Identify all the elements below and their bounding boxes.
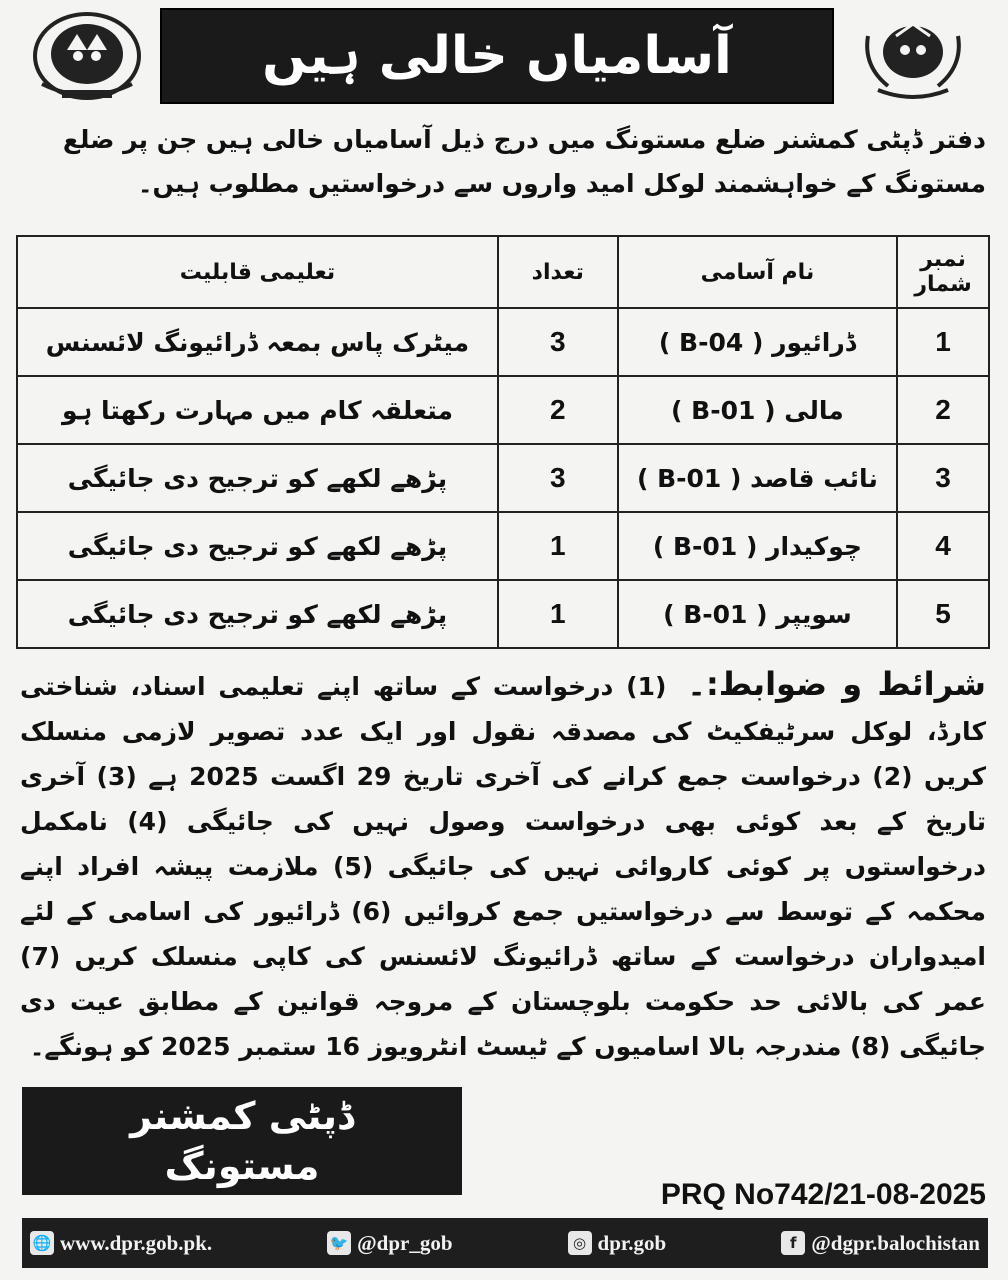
cell-serial: 4 bbox=[897, 512, 989, 580]
footer-instagram[interactable] bbox=[568, 1231, 667, 1256]
twitter-icon: 🐦 bbox=[327, 1231, 351, 1255]
column-header-post: نام آسامی bbox=[618, 236, 897, 308]
terms-text: (1) درخواست کے ساتھ اپنے تعلیمی اسناد، شناختی کارڈ، لوکل سرٹیفکیٹ کی مصدقہ نقول اور ایک عدد تصویر لازمی منسلک کریں (2) درخواست جمع کرانے کی آخری تاریخ 29 اگست 2025 ہے (3) آخری تاریخ کے بعد کوئی بھی درخواست وصول نہیں کی جائیگی (4) نامکمل درخواستوں پر کوئی کاروائی نہیں کی جائیگی (5) ملازمت پیشہ افراد اپنے محکمہ کے توسط سے درخواستیں جمع کروائیں (6) ڈرائیور کی اسامی کے لئے امیدواران درخواست کے ساتھ ڈرائیونگ لائسنس کی کاپی منسلک کریں (7) عمر کی بالائی حد حکومت بلوچستان کے مروجہ قوانین کے مطابق عیت دی جائیگی (8) مندرجہ بالا اسامیوں کے ٹیسٹ انٹرویوز 16 ستمبر 2025 کو ہونگے۔ bbox=[20, 672, 987, 1061]
cell-qualification: میٹرک پاس بمعہ ڈرائیونگ لائسنس bbox=[17, 308, 498, 376]
cell-post: سویپر ( B-01 ) bbox=[618, 580, 897, 648]
cell-post: نائب قاصد ( B-01 ) bbox=[618, 444, 897, 512]
signature-block bbox=[22, 1087, 462, 1195]
cell-quantity: 1 bbox=[498, 512, 618, 580]
government-emblem-icon bbox=[22, 6, 152, 106]
facebook-handle[interactable]: @dgpr.balochistan bbox=[811, 1230, 980, 1255]
cell-quantity: 2 bbox=[498, 376, 618, 444]
column-header-qualification: تعلیمی قابلیت bbox=[17, 236, 498, 308]
table-header-row bbox=[17, 236, 989, 308]
facebook-icon: f bbox=[781, 1231, 805, 1255]
terms-label: شرائط و ضوابط:۔ bbox=[687, 665, 986, 703]
table-row bbox=[17, 376, 989, 444]
column-header-quantity: تعداد bbox=[498, 236, 618, 308]
page-title: آسامیاں خالی ہیں bbox=[160, 8, 834, 104]
instagram-icon: ◎ bbox=[568, 1231, 592, 1255]
footer-website[interactable] bbox=[30, 1231, 212, 1256]
table-row bbox=[17, 444, 989, 512]
vacancy-table bbox=[16, 235, 990, 649]
instagram-handle[interactable]: dpr.gob bbox=[597, 1230, 667, 1255]
cell-post: مالی ( B-01 ) bbox=[618, 376, 897, 444]
signature-title: ڈپٹی کمشنر bbox=[130, 1094, 354, 1138]
terms-and-conditions bbox=[20, 662, 986, 1069]
cell-qualification: پڑھے لکھے کو ترجیح دی جائیگی bbox=[17, 580, 498, 648]
footer-bar bbox=[22, 1218, 988, 1268]
table-row bbox=[17, 512, 989, 580]
cell-serial: 1 bbox=[897, 308, 989, 376]
table-row bbox=[17, 580, 989, 648]
footer-facebook[interactable] bbox=[781, 1231, 980, 1256]
website-link[interactable]: www.dpr.gob.pk. bbox=[60, 1230, 213, 1255]
signature-district: مستونگ bbox=[164, 1144, 320, 1188]
cell-serial: 2 bbox=[897, 376, 989, 444]
government-emblem-icon bbox=[848, 6, 978, 106]
intro-paragraph: دفتر ڈپٹی کمشنر ضلع مستونگ میں درج ذیل آسامیاں خالی ہیں جن پر ضلع مستونگ کے خواہشمند لوکل امید واروں سے درخواستیں مطلوب ہیں۔ bbox=[62, 125, 986, 198]
cell-serial: 5 bbox=[897, 580, 989, 648]
cell-qualification: پڑھے لکھے کو ترجیح دی جائیگی bbox=[17, 512, 498, 580]
cell-post: ڈرائیور ( B-04 ) bbox=[618, 308, 897, 376]
cell-quantity: 3 bbox=[498, 308, 618, 376]
cell-qualification: پڑھے لکھے کو ترجیح دی جائیگی bbox=[17, 444, 498, 512]
cell-serial: 3 bbox=[897, 444, 989, 512]
cell-quantity: 3 bbox=[498, 444, 618, 512]
prq-number: PRQ No742/21-08-2025 bbox=[660, 1178, 986, 1211]
cell-qualification: متعلقہ کام میں مہارت رکھتا ہو bbox=[17, 376, 498, 444]
footer-twitter[interactable] bbox=[327, 1231, 452, 1256]
table-row bbox=[17, 308, 989, 376]
twitter-handle[interactable]: @dpr_gob bbox=[357, 1230, 453, 1255]
cell-post: چوکیدار ( B-01 ) bbox=[618, 512, 897, 580]
globe-icon: 🌐 bbox=[30, 1231, 54, 1255]
cell-quantity: 1 bbox=[498, 580, 618, 648]
column-header-serial: نمبر شمار bbox=[897, 236, 989, 308]
